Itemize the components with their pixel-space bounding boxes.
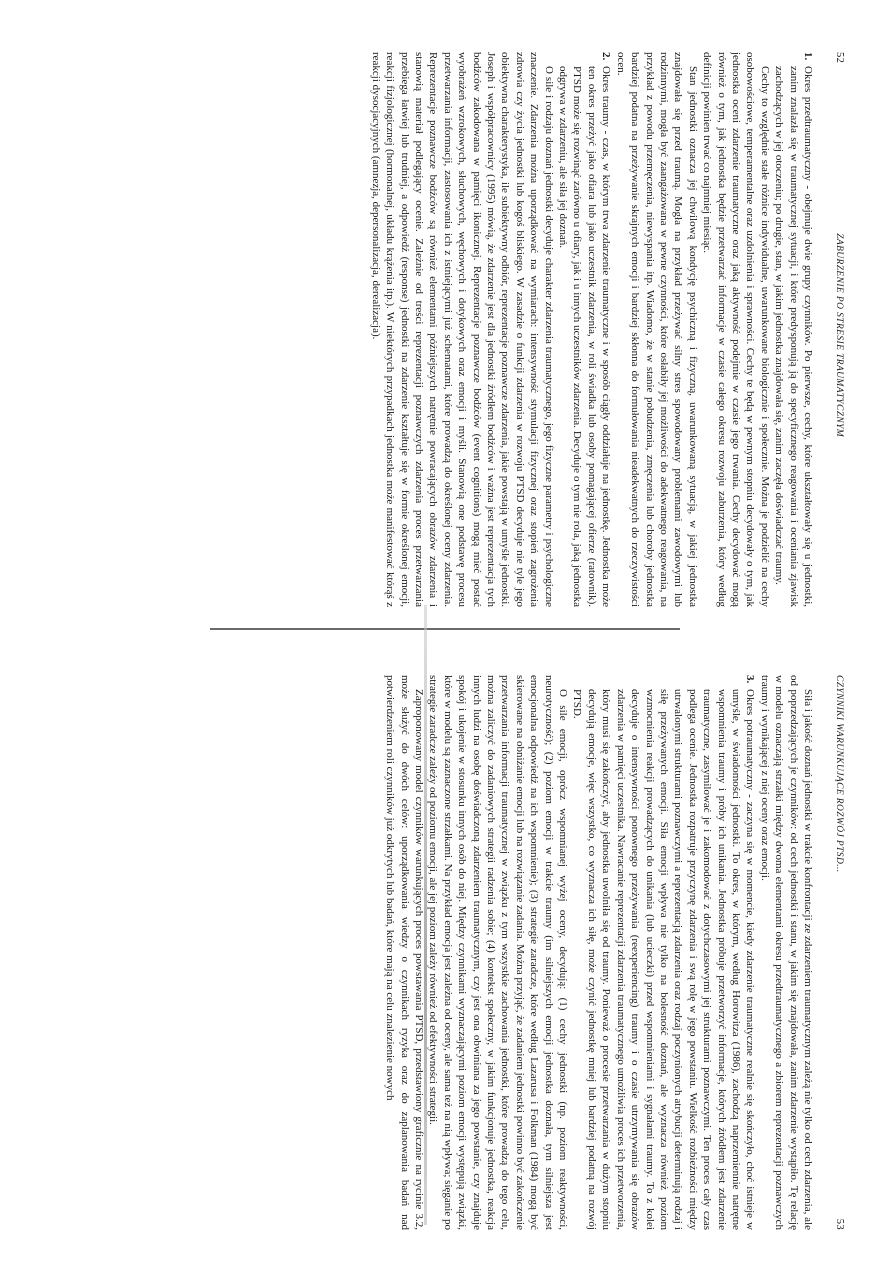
paragraph: Cechy to względnie stałe różnice indywidualne, uwarunkowane biologicznie i społecznie. Można je podzielić na cechy osobowościowe, temperamentalne oraz uzdolnienia i sprawności. Cechy te będą w pewnym stopniu decydowały o tym, jak jednostka oceni zdarzenie traumatyczne oraz jaką aktywność podejmie w czasie jego trwania. Cechy decydować mogą również o tym, jak jednostka będzie przetwarzać informacje w czasie całego okresu rozwoju zaburzenia, który według definicji powinien trwać co najmniej miesiąc.	[701, 52, 771, 607]
list-item: 1. Okres przedtraumatyczny - obejmuje dwie grupy czynników. Po pierwsze, cechy, które ukształtowały się u jednostki, zanim znalazła się w traumatycznej sytuacji, i które predysponują ją do specyficznego reagowania i oceniania zjawisk zachodzących w jej otoczeniu; po drugie, stan, w jakim jednostka znajdowała się, zanim zaczęła doświadczać traumy.	[773, 52, 814, 607]
paragraph: Siła i jakość doznań jednostki w trakcie konfrontacji ze zdarzeniem traumatycznym zależą nie tylko od cech zdarzenia, ale od poprzedzających je czynników: od cech jednostki i stanu, w jakim się znajdowała, zanim zdarzenie wystąpiło. Tę relację w modelu oznaczają strzałki między dwoma elementami okresu przedtraumatycznego a zbiorem reprezentacji poznawczych traumy i wynikającej z niej oceny oraz emocji.	[758, 675, 814, 1230]
list-item: 2. Okres traumy - czas, w którym trwa zdarzenie traumatyczne i w sposób ciągły oddziałuje na jednostkę. Jednostka może ten okres przeżyć jako ofiara lub jako uczestnik zdarzenia, w roli świadka lub osoby pomagającej ofierze (ratownik). PTSD może się rozwinąć zarówno u ofiary, jak i u innych uczestników zdarzenia. Decyduje o tym nie rola, jaką jednostka odgrywa w zdarzeniu, ale siła jej doznań.	[557, 52, 613, 607]
left-page	[45, 52, 845, 607]
paragraph: O sile emocji, oprócz wspomnianej wyżej oceny, decydują: (1) cechy jednostki (np. poziom reaktywności, neurotyczność); (2) poziom emocji w trakcie traumy (im silniejszych emocji jednostka doznała, tym silniejsza jest emocjonalna odpowiedź na ich wspomnienie); (3) strategie zaradcze, które według Lazarusa i Folkman (1984) mogą być skierowane na obniżanie emocji lub na rozwiązanie zadania. Można przyjąć, że zadaniem jednostki powinno być zakończenie przetwarzania informacji traumatycznej w związku z tym wszystkie zachowania jednostki, które prowadzą do tego celu, można zaliczyć do zadaniowych strategii radzenia sobie; (4) kontekst społeczny, w jakim funkcjonuje jednostka, reakcja innych ludzi na osobę doświadczoną zdarzeniem traumatycznym, czy jest ona obwiniana za jego powstanie, czy znajduje spokój i ukojenie w stosunku innych osób do niej. Między czynnikami wyznaczającymi poziom emocji występują związki, które w modelu są zaznaczone strzałkami. Na przykład emocja jest zależna od oceny, ale sama też na nią wpływa; sięganie po strategie zaradcze zależy od poziomu emocji, ale jej poziom zależy również od efektywności strategii.	[427, 675, 570, 1230]
right-page	[45, 675, 845, 1230]
page-number: 52	[834, 52, 845, 64]
page-body	[383, 675, 815, 1230]
paragraph: Zaproponowany model czynników warunkujących proces powstawania PTSD, przedstawiony graficznie na rycinie 3.2, może służyć do dwóch celów: uporządkowania wiedzy o czynnikach ryzyka oraz do zaplanowania badań nad potwierdzeniem roli czynników już odkrytych lub badań, które mają na celu znalezienie nowych	[384, 675, 426, 1230]
paragraph: Stan jednostki oznacza jej chwilową kondycję psychiczną i fizyczną, uwarunkowaną sytuacją, w jakiej jednostka znajdowała się przed traumą. Mogła na przykład przeżywać silny stres spowodowany problemami zawodowymi lub rodzinnymi, mogła być zaangażowana w pewne czynności, które osłabiły jej możliwości do adekwatnego reagowania, na przykład z powodu przemęczenia, niewyspania itp. Wiadomo, że w stanie pobudzenia, zmęczenia lub choroby jednostka bardziej podatna na przeżywanie skrajnych emocji i bardziej skłonna do formułowania nieadekwatnych do rzeczywistości ocen.	[614, 52, 699, 607]
running-head: CZYNNIKI WARUNKUJĄCE ROZWÓJ PTSD...	[834, 675, 844, 873]
page-body	[368, 52, 815, 607]
page-fold-shadow	[210, 628, 680, 630]
page-header	[823, 675, 845, 1230]
running-head: ZABURZENIE PO STRESIE TRAUMATYCZNYM	[834, 233, 844, 438]
page-number: 53	[834, 1218, 845, 1230]
page-header	[823, 52, 845, 607]
paragraph: O sile i rodzaju doznań jednostki decyduje charakter zdarzenia traumatycznego, jego fizyczne parametry i psychologiczne znaczenie. Zdarzenia można uporządkować na wymiarach: intensywność stymulacji fizycznej oraz stopień zagrożenia zdrowia czy życia jednostki lub kogoś bliskiego. W zasadzie o funkcji zdarzenia w rozwoju PTSD decyduje nie tyle jego obiektywna charakterystyka, ile subiektywny odbiór, reprezentacje poznawcze zdarzenia, jakie powstają w umyśle jednostki. Joseph i współpracownicy (1995) mówią, że zdarzenie jest dla jednostki źródłem bodźców i ważna jest reprezentacja tych bodźców zakodowana w pamięci ikonicznej. Reprezentacje poznawcze bodźców (event cognitions) mogą mieć postać wyobrażeń wzrokowych, słuchowych, węchowych i dotykowych oraz emocji i myśli. Stanowią one podstawę procesu przetwarzania informacji, zastosowania ich z istniejącymi już schematami, które prowadzą do określonej oceny zdarzenia. Reprezentacje poznawcze bodźców są również elementami późniejszych natrętnie powracających obrazów zdarzenia i stanowią materiał podlegający ocenie. Zależnie od treści reprezentacji poznawczych zdarzenia proces przetwarzania przebiega łatwiej lub trudniej, a odpowiedź (response) jednostki na zdarzenie kształtuje się w formie określonej emocji, reakcji fizjologicznej (hormonalnej, układu krążenia itp.). W niektórych przypadkach jednostka może manifestować którąś z reakcji dysocjacyjnych (amnezja, depersonalizacja, derealizacja).	[369, 52, 555, 607]
list-item: 3. Okres potraumatyczny - zaczyna się w momencie, kiedy zdarzenie traumatyczne realnie się skończyło, choć istnieje w umyśle, w świadomości jednostki. To okres, w którym, według Horowitza (1986), zachodzą naprzemiennie natrętne wspomnienia traumy i próby ich unikania. Jednostka próbuje przetworzyć informacje, których źródłem jest zdarzenie traumatyczne, zasymilować je i zakomodować z dotychczasowymi jej strukturami poznawczymi. Ten proces cały czas podlega ocenie. Jednostka rozpatruje przyczynę zdarzenia i swą rolę w jego powstaniu. Wielkość rozbieżności między utrwalonymi strukturami poznawczymi a reprezentacją zdarzenia oraz rodzaj poczynionych atrybucji determinują rodzaj i siłę przeżywanych emocji. Siła emocji wpływa nie tylko na bolesność doznań, ale wyznacza również poziom wzmocnienia reakcji prowadzących do unikania (lub ucieczki) przed wspomnieniami i sygnałami traumy. To z kolei decyduje o intensywności ponownego przeżywania (reexperiencing) traumy i o czasie utrzymywania się obrazów zdarzenia w pamięci uczestnika. Nawracanie reprezentacji zdarzenia traumatycznego umożliwia proces ich przetworzenia, który musi się zakończyć, aby jednostka uwolniła się od traumy. Ponieważ o procesie przetwarzania w dużym stopniu decydują emocje, więc wszystko, co wyznacza ich siłę, może czynić jednostkę mniej lub bardziej podatną na rozwój PTSD.	[571, 675, 757, 1230]
